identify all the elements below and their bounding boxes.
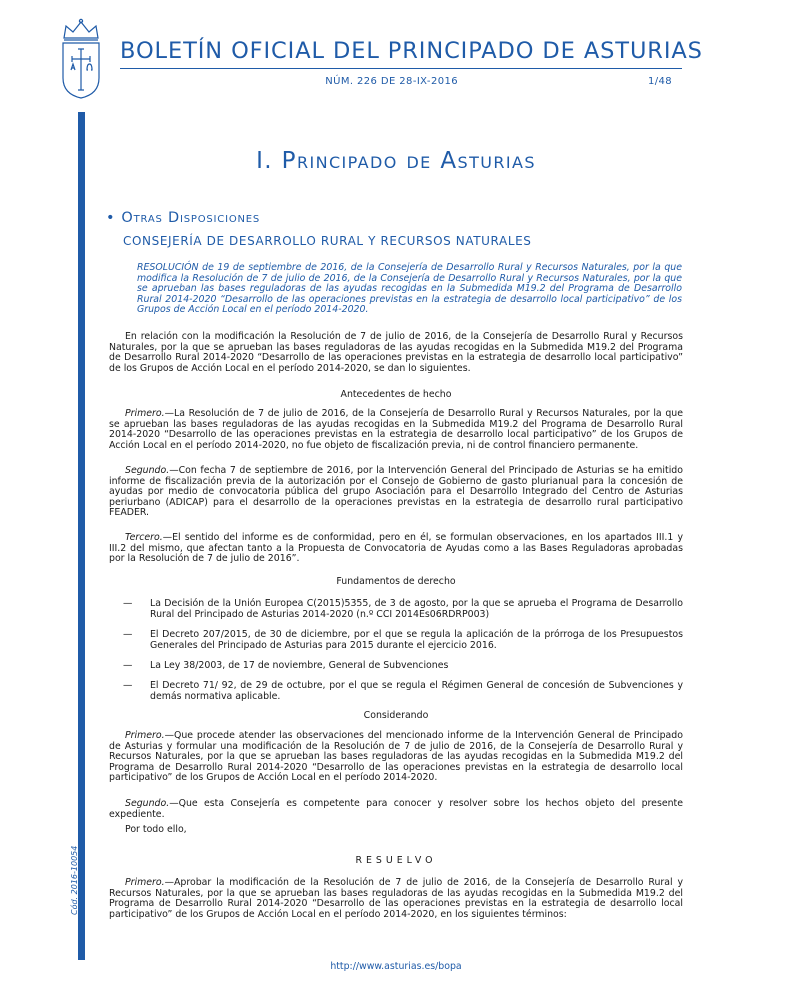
intro-text: En relación con la modificación la Resolución de 7 de julio de 2016, de la Consejería de Desarrollo Rural y Recursos Naturales, por la que se aprueban las bases reguladoras de las ayudas recogidas en la Submedida M19.2 del Programa de Desarrollo Rural 2014-2020 “Desarrollo de las operaciones previstas en la estrategia de desarrollo local participativo” de los Grupos de Acción Local en el período 2014-2020, se dan lo siguientes.	[109, 331, 683, 374]
considerando-segundo	[109, 799, 683, 820]
segundo-text: —Que esta Consejería es competente para conocer y resolver sobre los hechos objeto del presente expediente.	[109, 798, 683, 820]
list-item-text: El Decreto 71/ 92, de 29 de octubre, por el que se regula el Régimen General de concesión de Subvenciones y demás normativa aplicable.	[150, 680, 683, 702]
dash-icon: —	[123, 680, 133, 691]
list-item	[109, 681, 683, 703]
header-rule	[120, 68, 682, 69]
consejeria-name: CONSEJERÍA DE DESARROLLO RURAL Y RECURSOS NATURALES	[123, 234, 532, 248]
segundo-label: Segundo.	[125, 465, 170, 476]
intro-paragraph	[109, 332, 683, 374]
bullet-icon: •	[106, 210, 116, 226]
footer-link[interactable]: http://www.asturias.es/bopa	[330, 961, 462, 972]
dash-icon: —	[123, 629, 133, 640]
tercero-label: Tercero.	[125, 532, 163, 543]
primero-label: Primero.	[125, 877, 165, 888]
resuelvo-primero	[109, 878, 683, 920]
list-item-text: El Decreto 207/2015, de 30 de diciembre, por el que se regula la aplicación de la prórroga de los Presupuestos Generales del Principado de Asturias para 2015 durante el ejercicio 2016.	[150, 629, 683, 651]
document-code: Cód. 2016-10054	[70, 845, 79, 915]
antecedentes-primero	[109, 409, 683, 451]
dash-icon: —	[123, 660, 133, 671]
antecedentes-segundo	[109, 466, 683, 519]
segundo-text: —Con fecha 7 de septiembre de 2016, por la Intervención General del Principado de Asturias se ha emitido informe de fiscalización previa de la autorización por el Consejo de Gobierno de gasto plurianual para la concesión de ayudas por medio de convocatoria pública del grupo Asociación para el Desarrollo Integrado del Centro de Asturias periurbano (ADICAP) para el desarrollo de la operaciones previstas en la estrategia de desarrollo rural participativo FEADER.	[109, 465, 683, 519]
por-todo-text: Por todo ello,	[125, 824, 187, 835]
primero-label: Primero.	[125, 408, 165, 419]
issue-number: NÚM. 226 DE 28-IX-2016	[325, 76, 458, 87]
fundamentos-heading: Fundamentos de derecho	[336, 576, 456, 587]
section-title: I. Principado de Asturias	[256, 148, 536, 174]
list-item	[109, 661, 683, 672]
por-todo-ello	[109, 825, 683, 836]
margin-bar	[78, 112, 85, 960]
list-item	[109, 630, 683, 652]
primero-text: —Aprobar la modificación de la Resolución de 7 de julio de 2016, de la Consejería de Desarrollo Rural y Recursos Naturales, por la que se aprueban las bases reguladoras de las ayudas recogidas en la Submedida M19.2 del Programa de Desarrollo Rural 2014-2020 “Desarrollo de las operaciones previstas en la estrategia de desarrollo local participativo” de los Grupos de Acción Local en el período 2014-2020, en los siguientes términos:	[109, 877, 683, 920]
primero-label: Primero.	[125, 730, 165, 741]
dash-icon: —	[123, 598, 133, 609]
list-item-text: La Ley 38/2003, de 17 de noviembre, General de Subvenciones	[150, 660, 449, 671]
resuelvo-heading: RESUELVO	[355, 855, 437, 866]
list-item-text: La Decisión de la Unión Europea C(2015)5355, de 3 de agosto, por la que se aprueba el Programa de Desarrollo Rural del Principado de Asturias 2014-2020 (n.º CCI 2014Es06RDRP003)	[150, 598, 683, 620]
primero-text: —La Resolución de 7 de julio de 2016, de la Consejería de Desarrollo Rural y Recursos Naturales, por la que se aprueban las bases reguladoras de las ayudas recogidas en la Submedida M19.2 del Programa de Desarrollo Rural 2014-2020 “Desarrollo de las operaciones previstas en la estrategia de desarrollo local participativo” de los Grupos de Acción Local en el período 2014-2020, no fue objeto de fiscalización previa, ni de control financiero permanente.	[109, 408, 683, 451]
segundo-label: Segundo.	[125, 798, 170, 809]
coat-of-arms-icon	[54, 18, 108, 100]
primero-text: —Que procede atender las observaciones del mencionado informe de la Intervención General de Principado de Asturias y formular una modificación de la Resolución de 7 de julio de 2016, de la Consejería de Desarrollo Rural y Recursos Naturales, por la que se aprueban las bases reguladoras de las ayudas recogidas en la Submedida M19.2 del Programa de Desarrollo Rural 2014-2020 “Desarrollo de las operaciones previstas en la estrategia de desarrollo local participativo” de los Grupos de Acción Local en el período 2014-2020.	[109, 730, 683, 784]
tercero-text: —El sentido del informe es de conformidad, pero en él, se formulan observaciones, en los apartados III.1 y III.2 del mismo, que afectan tanto a la Propuesta de Convocatoria de Ayudas como a las Bases Reguladoras aprobadas por la Resolución de 7 de julio de 2016”.	[109, 532, 683, 565]
antecedentes-tercero	[109, 533, 683, 565]
page-number: 1/48	[647, 76, 672, 87]
subsection-title	[106, 210, 260, 226]
subsection-label: Otras Disposiciones	[121, 210, 261, 226]
antecedentes-heading: Antecedentes de hecho	[340, 389, 452, 400]
resolution-summary: RESOLUCIÓN de 19 de septiembre de 2016, de la Consejería de Desarrollo Rural y Recursos Naturales, por la que modifica la Resolución de 7 de julio de 2016, de la Consejería de Desarrollo Rural y Recursos Naturales, por la que se aprueban las bases reguladoras de las ayudas recogidas en la Submedida M19.2 del Programa de Desarrollo Rural 2014-2020 “Desarrollo de las operaciones previstas en la estrategia de desarrollo local participativo” de los Grupos de Acción Local en el período 2014-2020.	[137, 262, 682, 316]
considerando-heading: Considerando	[363, 710, 429, 721]
considerando-primero	[109, 731, 683, 784]
list-item	[109, 599, 683, 621]
bulletin-title: BOLETÍN OFICIAL DEL PRINCIPADO DE ASTURIAS	[120, 38, 703, 64]
